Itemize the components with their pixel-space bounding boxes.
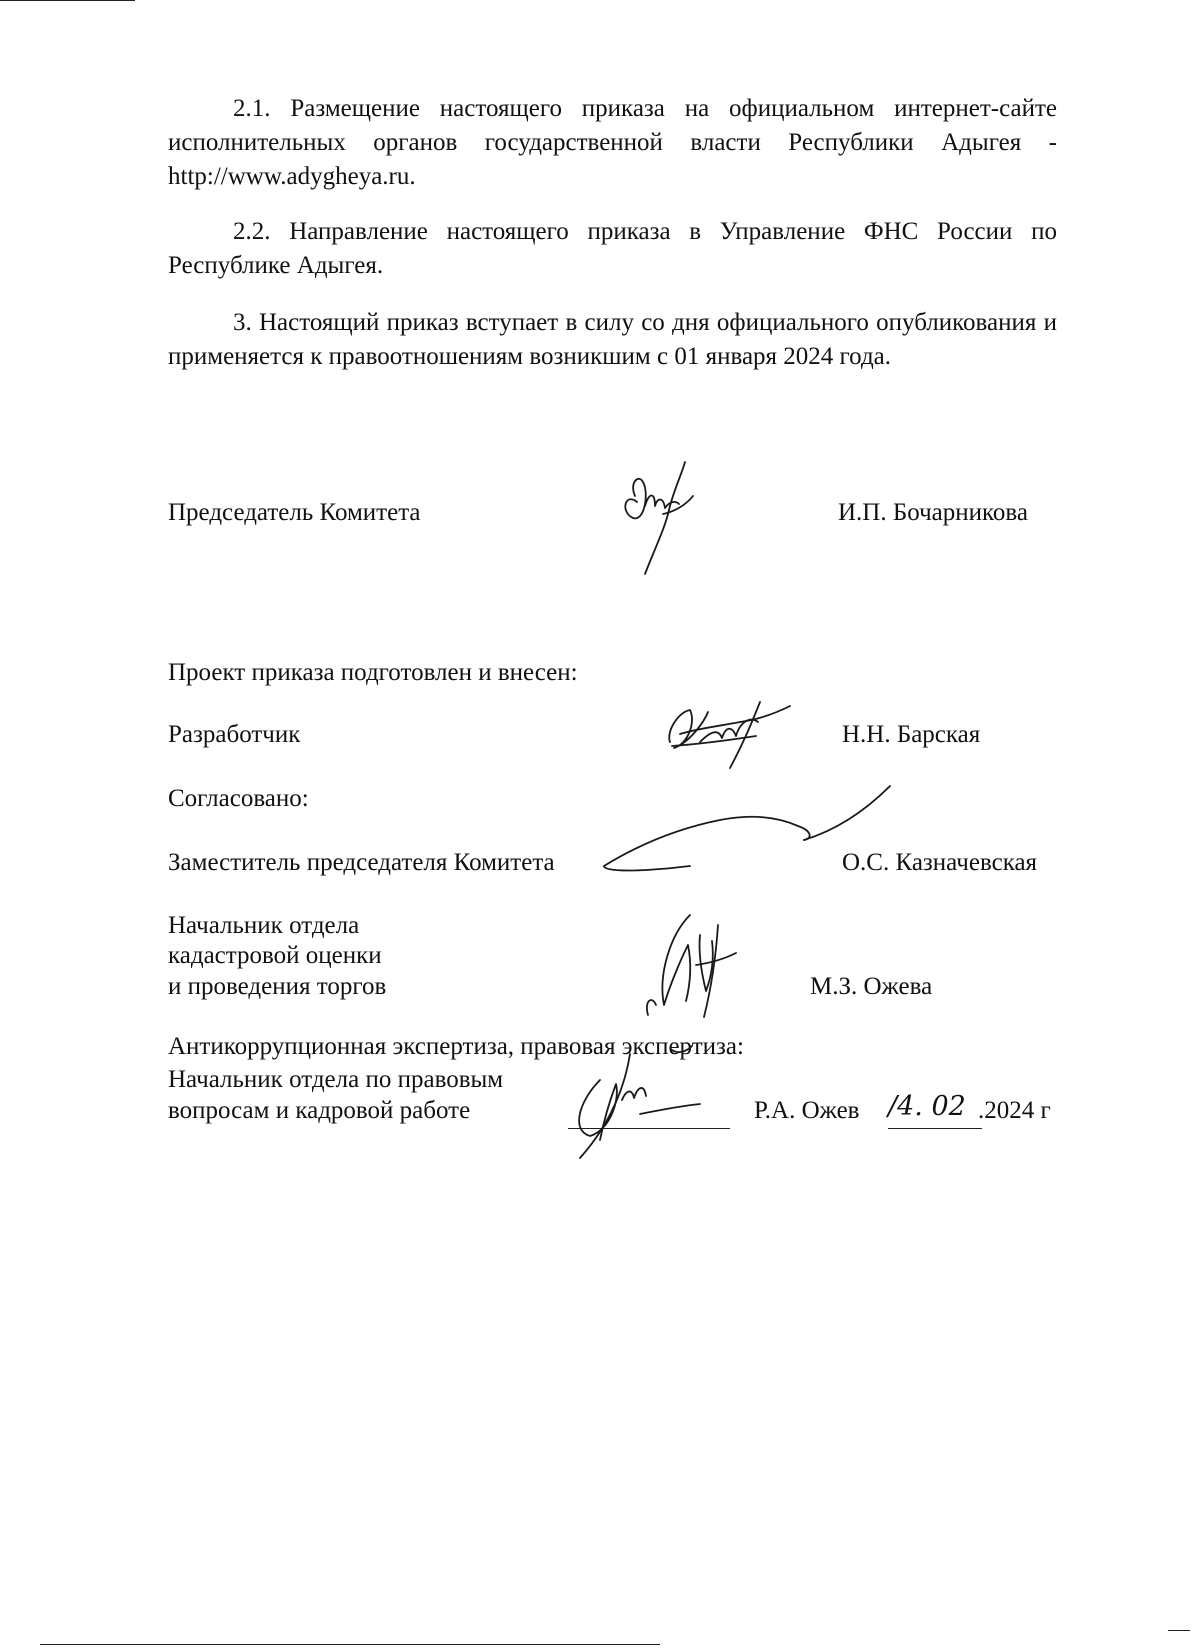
prepared-heading: Проект приказа подготовлен и внесен: (168, 659, 578, 686)
legal-date-suffix: .2024 г (978, 1097, 1051, 1124)
bottom-edge-mark (40, 1644, 660, 1645)
legal-date-handwritten: /4. 02 (888, 1091, 966, 1122)
legal-label-line1: Начальник отдела по правовым (168, 1066, 504, 1093)
date-underline (888, 1128, 982, 1129)
head-label-line1: Начальник отдела (168, 912, 360, 939)
head-signature (640, 905, 750, 1025)
agreed-heading: Согласовано: (168, 785, 309, 812)
head-label-line2: кадастровой оценки (168, 942, 382, 969)
paragraph-3: 3. Настоящий приказ вступает в силу со дня официального опубликования и применяется к правоотношениям возникшим с 01 января 2024 года. (168, 309, 1057, 370)
paragraph-2-1: 2.1. Размещение настоящего приказа на официальном интернет-сайте исполнительных органов государственной власти Республики Адыгея - http://www.adygheya.ru. (168, 95, 1057, 190)
legal-name: Р.А. Ожев (754, 1097, 860, 1124)
head-label-line3: и проведения торгов (168, 973, 387, 1000)
chairman-signature (615, 462, 725, 577)
deputy-name: О.С. Казначевская (842, 849, 1038, 876)
developer-name: Н.Н. Барская (842, 721, 981, 748)
chairman-title: Председатель Комитета (168, 499, 421, 526)
chairman-name: И.П. Бочарникова (838, 499, 1028, 526)
legal-signature (560, 1040, 740, 1160)
legal-heading: Антикоррупционная экспертиза, правовая экспертиза: (168, 1033, 744, 1060)
paragraph-2-2: 2.2. Направление настоящего приказа в Управление ФНС России по Республике Адыгея. (168, 218, 1057, 279)
head-name: М.З. Ожева (810, 973, 933, 1000)
developer-signature (660, 692, 800, 772)
developer-label: Разработчик (168, 721, 301, 748)
legal-label-line2: вопросам и кадровой работе (168, 1097, 471, 1124)
bottom-right-mark (1168, 1630, 1190, 1631)
top-edge-mark (0, 0, 135, 1)
deputy-label: Заместитель председателя Комитета (168, 849, 555, 876)
